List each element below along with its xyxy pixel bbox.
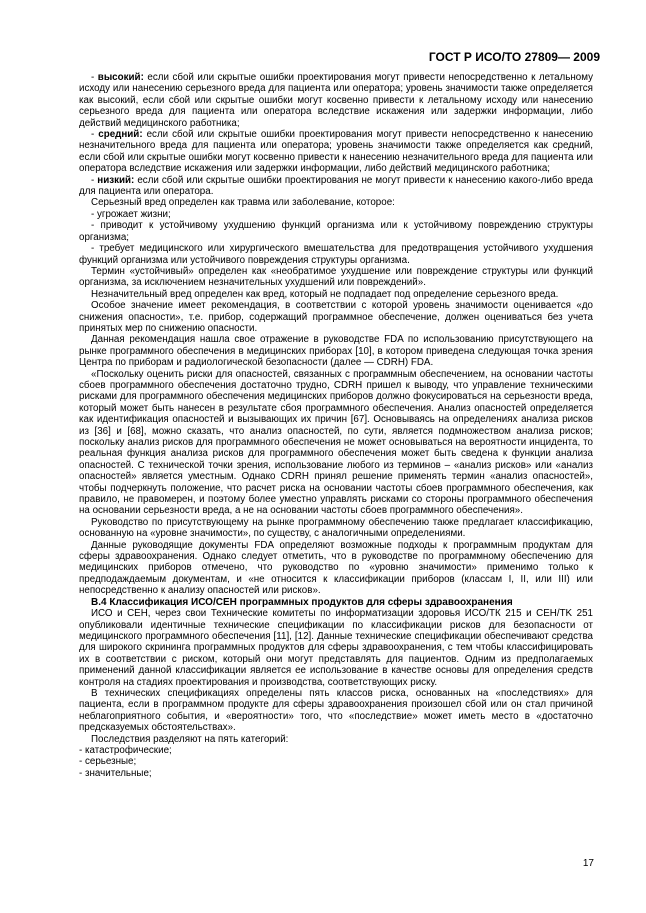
level-high-term: высокий:	[97, 72, 144, 83]
document-body	[79, 72, 593, 779]
list-item: - приводит к устойчивому ухудшению функций организма или к устойчивому повреждению структуры организма;	[79, 220, 593, 243]
paragraph: ИСО и СЕН, через свои Технические комитеты по информатизации здоровья ИСО/ТК 215 и CEH/TK 251 опубликовали идентичные технические спецификации по классификации рисков для безопасности от медицинского программного обеспечения [11], [12]. Данные технические спецификации обеспечивают средства для широкого скрининга программных продуктов для сферы здравоохранения, с тем чтобы классифицировать их в соответствии с риском, который они могут представлять для пациентов. Одним из предполагаемых применений данной классификации является ее использование в качестве основы для определения средств контроля на стадиях проектирования и производства, соответствующих риску.	[79, 608, 593, 688]
paragraph: Серьезный вред определен как травма или заболевание, которое:	[91, 197, 395, 209]
paragraph: Незначительный вред определен как вред, который не подпадает под определение серьезного вреда.	[91, 288, 559, 300]
level-low-text: если сбой или скрытые ошибки проектирования не могут привести к нанесению какого-либо вреда для пациента или оператора.	[79, 174, 593, 198]
paragraph: Данные руководящие документы FDA определяют возможные подходы к программным продуктам для сферы здравоохранения. Однако следует отметить, что в руководстве по программному обеспечению для медицинских приборов отмечено, что руководство по «уровню значимости» применимо только к предподаждаемым документам, и «не относится к классификации приборов (классам I, II, или III) или непосредственно к анализу опасностей или рисков».	[79, 539, 593, 597]
paragraph: Особое значение имеет рекомендация, в соответствии с которой уровень значимости оценивается «до снижения опасности», т.е. прибор, содержащий программное обеспечение, должен оцениваться без учета принятых мер по снижению опасности.	[79, 300, 593, 334]
level-high-text: если сбой или скрытые ошибки проектирования могут привести непосредственно к летальному исходу или нанесению серьезного вреда для пациента или оператора; уровень значимости также определяется как высокий, если сбой или скрытые ошибки могут косвенно привести к летальному исходу или нанесению серьезного вреда для пациента или оператора вследствие искажения или задержки информации, либо действий медицинского работника;	[79, 72, 593, 129]
list-item: - серьезные;	[79, 756, 137, 768]
standard-header: ГОСТ Р ИСО/ТО 27809— 2009	[428, 50, 600, 64]
paragraph: Данная рекомендация нашла свое отражение в руководстве FDA по использованию присутствующего на рынке программного обеспечения в медицинских приборах [10], в котором приведена следующая точка зрения Центра по приборам и радиологической безопасности (далее — CDRH) FDA.	[79, 334, 593, 369]
paragraph: Последствия разделяют на пять категорий:	[91, 733, 289, 745]
page-number: 17	[582, 858, 594, 869]
level-medium: - средний: если сбой или скрытые ошибки проектирования могут привести непосредственно к нанесению незначительного вреда для пациента или оператора; уровень значимости также определяется как средний, если сбой или скрытые ошибки могут косвенно привести к нанесению незначительного вреда для пациента или оператора вследствие искажения или задержки информации, либо действий медицинского работника;	[79, 129, 594, 175]
level-low-term: низкий:	[97, 174, 135, 186]
paragraph: Термин «устойчивый» определен как «необратимое ухудшение или повреждение структуры или функций организма, за исключением незначительных ухудшений или повреждений».	[79, 265, 593, 289]
paragraph: В технических спецификациях определены пять классов риска, основанных на «последствиях» для пациента, если в программном продукте для сферы здравоохранения произошел сбой или он стал причиной неблагоприятного события, и «вероятности» того, что «последствие» может иметь место в «достаточно предсказуемых обстоятельствах».	[79, 687, 593, 734]
list-item: - требует медицинского или хирургического вмешательства для предотвращения устойчивого ухудшения функций организма или устойчивого повреждения структуры организма.	[79, 243, 593, 266]
list-item: - угрожает жизни;	[91, 208, 171, 220]
quote-paragraph: «Поскольку оценить риски для опасностей, связанных с программным обеспечением, на основании частоты сбоев программного обеспечения достаточно трудно, CDRH пришел к выводу, что управление техническими рисками для программного обеспечения медицинских приборов должно фокусироваться на серьезности вреда, который может быть нанесен в результате сбоя программного обеспечения. Анализ опасностей определяется как идентификация опасностей и вызывающих их причин [67]. Основываясь на определениях анализа рисков из [36] и [68], можно сказать, что анализ опасностей, по сути, является подмножеством анализа рисков; поскольку анализ рисков для программного обеспечения не может основываться на вероятности инцидента, то реальная функция анализа рисков для программного обеспечения может быть сведена к функции анализа опасностей. С технической точки зрения, использование любого из терминов – «анализ рисков» или «анализ опасностей» является уместным. Однако CDRH принял решение применять термин «анализ опасностей», чтобы подчеркнуть положение, что расчет риска на основании частоты сбоев программного обеспечения, как правило, не правомерен, и поэтому более уместно управлять рисками со стороны программного обеспечения на основании серьезности вреда, а не на основании частоты сбоев программного обеспечения».	[79, 368, 593, 517]
paragraph: Руководство по присутствующему на рынке программному обеспечению также предлагает классификацию, основанную на «уровне значимости», по существу, с аналогичными определениями.	[79, 516, 593, 540]
level-medium-text: если сбой или скрытые ошибки проектирования могут привести непосредственно к нанесению незначительного вреда для пациента или оператора; уровень значимости также определяется как средний, если сбой или скрытые ошибки могут косвенно привести к нанесению незначительного вреда для пациента или оператора вследствие искажения или задержки информации, либо действий медицинского работника;	[79, 129, 594, 175]
level-low: - низкий: если сбой или скрытые ошибки проектирования не могут привести к нанесению какого-либо вреда для пациента или оператора.	[79, 174, 593, 198]
list-item: - катастрофические;	[79, 744, 172, 756]
level-medium-term: средний:	[98, 129, 143, 141]
level-high: - высокий: если сбой или скрытые ошибки проектирования могут привести непосредственно к летальному исходу или нанесению серьезного вреда для пациента или оператора; уровень значимости также определяется как высокий, если сбой или скрытые ошибки могут косвенно привести к летальному исходу или нанесению серьезного вреда для пациента или оператора вследствие искажения или задержки информации, либо действий медицинского работника;	[79, 72, 593, 129]
list-item: - значительные;	[79, 767, 152, 779]
section-heading: В.4 Классификация ИСО/СЕН программных продуктов для сферы здравоохранения	[91, 596, 513, 608]
